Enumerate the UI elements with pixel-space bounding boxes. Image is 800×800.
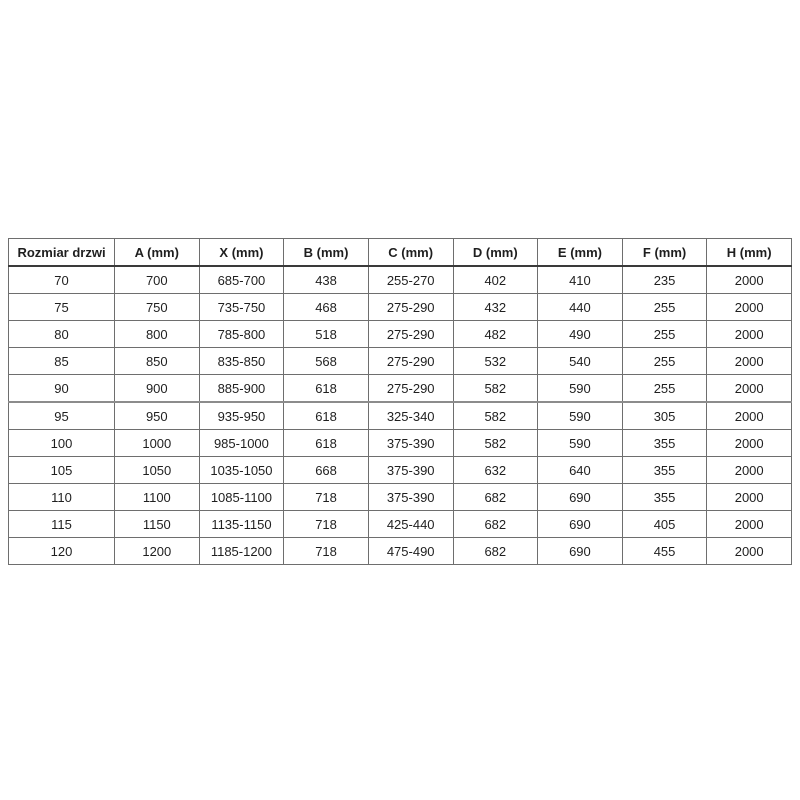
table-cell: 255 bbox=[622, 348, 707, 375]
table-cell: 70 bbox=[9, 266, 115, 294]
table-cell: 1135-1150 bbox=[199, 511, 284, 538]
table-cell: 2000 bbox=[707, 484, 792, 511]
table-cell: 950 bbox=[115, 402, 200, 430]
table-cell: 632 bbox=[453, 457, 538, 484]
table-cell: 640 bbox=[538, 457, 623, 484]
table-row bbox=[9, 266, 792, 294]
table-cell: 900 bbox=[115, 375, 200, 403]
table-cell: 582 bbox=[453, 375, 538, 403]
table-cell: 2000 bbox=[707, 266, 792, 294]
table-row bbox=[9, 294, 792, 321]
table-cell: 305 bbox=[622, 402, 707, 430]
table-cell: 100 bbox=[9, 430, 115, 457]
header-cell: E (mm) bbox=[538, 239, 623, 267]
table-cell: 355 bbox=[622, 457, 707, 484]
table-row bbox=[9, 375, 792, 403]
table-cell: 682 bbox=[453, 511, 538, 538]
table-cell: 590 bbox=[538, 375, 623, 403]
table-cell: 355 bbox=[622, 484, 707, 511]
table-cell: 438 bbox=[284, 266, 369, 294]
table-cell: 985-1000 bbox=[199, 430, 284, 457]
table-cell: 582 bbox=[453, 402, 538, 430]
table-cell: 255 bbox=[622, 375, 707, 403]
table-cell: 375-390 bbox=[368, 484, 453, 511]
table-cell: 718 bbox=[284, 484, 369, 511]
table-cell: 1000 bbox=[115, 430, 200, 457]
header-cell: X (mm) bbox=[199, 239, 284, 267]
table-cell: 682 bbox=[453, 538, 538, 565]
table-cell: 275-290 bbox=[368, 348, 453, 375]
table-cell: 690 bbox=[538, 484, 623, 511]
table-cell: 2000 bbox=[707, 511, 792, 538]
table-cell: 115 bbox=[9, 511, 115, 538]
table-row bbox=[9, 457, 792, 484]
header-cell: C (mm) bbox=[368, 239, 453, 267]
table-row bbox=[9, 321, 792, 348]
table-cell: 2000 bbox=[707, 294, 792, 321]
table-cell: 618 bbox=[284, 402, 369, 430]
header-cell: H (mm) bbox=[707, 239, 792, 267]
table-cell: 2000 bbox=[707, 375, 792, 403]
table-cell: 105 bbox=[9, 457, 115, 484]
table-cell: 2000 bbox=[707, 321, 792, 348]
table-cell: 482 bbox=[453, 321, 538, 348]
table-cell: 785-800 bbox=[199, 321, 284, 348]
table-cell: 668 bbox=[284, 457, 369, 484]
table-cell: 1085-1100 bbox=[199, 484, 284, 511]
header-cell: F (mm) bbox=[622, 239, 707, 267]
dimensions-table-container bbox=[8, 238, 792, 565]
table-cell: 2000 bbox=[707, 538, 792, 565]
table-cell: 95 bbox=[9, 402, 115, 430]
table-cell: 440 bbox=[538, 294, 623, 321]
table-row bbox=[9, 430, 792, 457]
table-cell: 582 bbox=[453, 430, 538, 457]
table-cell: 375-390 bbox=[368, 457, 453, 484]
table-cell: 275-290 bbox=[368, 294, 453, 321]
table-cell: 120 bbox=[9, 538, 115, 565]
header-cell: D (mm) bbox=[453, 239, 538, 267]
table-cell: 75 bbox=[9, 294, 115, 321]
table-cell: 1035-1050 bbox=[199, 457, 284, 484]
table-cell: 685-700 bbox=[199, 266, 284, 294]
table-cell: 255-270 bbox=[368, 266, 453, 294]
table-cell: 590 bbox=[538, 402, 623, 430]
table-cell: 835-850 bbox=[199, 348, 284, 375]
table-cell: 410 bbox=[538, 266, 623, 294]
table-cell: 885-900 bbox=[199, 375, 284, 403]
table-cell: 110 bbox=[9, 484, 115, 511]
table-cell: 355 bbox=[622, 430, 707, 457]
table-body bbox=[9, 266, 792, 565]
table-cell: 275-290 bbox=[368, 375, 453, 403]
table-row bbox=[9, 348, 792, 375]
header-row bbox=[9, 239, 792, 267]
table-cell: 475-490 bbox=[368, 538, 453, 565]
door-dimensions-table bbox=[8, 238, 792, 565]
table-cell: 375-390 bbox=[368, 430, 453, 457]
header-cell: A (mm) bbox=[115, 239, 200, 267]
table-row bbox=[9, 538, 792, 565]
table-cell: 255 bbox=[622, 321, 707, 348]
table-cell: 1185-1200 bbox=[199, 538, 284, 565]
table-cell: 90 bbox=[9, 375, 115, 403]
table-header bbox=[9, 239, 792, 267]
table-cell: 718 bbox=[284, 538, 369, 565]
table-cell: 532 bbox=[453, 348, 538, 375]
table-cell: 405 bbox=[622, 511, 707, 538]
table-cell: 325-340 bbox=[368, 402, 453, 430]
table-cell: 490 bbox=[538, 321, 623, 348]
table-cell: 540 bbox=[538, 348, 623, 375]
table-cell: 1100 bbox=[115, 484, 200, 511]
table-cell: 85 bbox=[9, 348, 115, 375]
table-cell: 468 bbox=[284, 294, 369, 321]
table-cell: 690 bbox=[538, 538, 623, 565]
table-cell: 935-950 bbox=[199, 402, 284, 430]
table-cell: 455 bbox=[622, 538, 707, 565]
table-row bbox=[9, 511, 792, 538]
table-cell: 735-750 bbox=[199, 294, 284, 321]
table-cell: 800 bbox=[115, 321, 200, 348]
table-cell: 2000 bbox=[707, 348, 792, 375]
table-cell: 1050 bbox=[115, 457, 200, 484]
header-cell: B (mm) bbox=[284, 239, 369, 267]
table-cell: 850 bbox=[115, 348, 200, 375]
table-cell: 1150 bbox=[115, 511, 200, 538]
table-cell: 682 bbox=[453, 484, 538, 511]
table-cell: 235 bbox=[622, 266, 707, 294]
table-cell: 2000 bbox=[707, 430, 792, 457]
table-cell: 618 bbox=[284, 375, 369, 403]
table-cell: 2000 bbox=[707, 457, 792, 484]
header-cell: Rozmiar drzwi bbox=[9, 239, 115, 267]
table-cell: 750 bbox=[115, 294, 200, 321]
table-row bbox=[9, 484, 792, 511]
table-row bbox=[9, 402, 792, 430]
table-cell: 690 bbox=[538, 511, 623, 538]
table-cell: 275-290 bbox=[368, 321, 453, 348]
table-cell: 432 bbox=[453, 294, 538, 321]
table-cell: 402 bbox=[453, 266, 538, 294]
table-cell: 518 bbox=[284, 321, 369, 348]
table-cell: 255 bbox=[622, 294, 707, 321]
table-cell: 2000 bbox=[707, 402, 792, 430]
table-cell: 1200 bbox=[115, 538, 200, 565]
table-cell: 618 bbox=[284, 430, 369, 457]
table-cell: 700 bbox=[115, 266, 200, 294]
table-cell: 568 bbox=[284, 348, 369, 375]
table-cell: 718 bbox=[284, 511, 369, 538]
table-cell: 80 bbox=[9, 321, 115, 348]
table-cell: 425-440 bbox=[368, 511, 453, 538]
table-cell: 590 bbox=[538, 430, 623, 457]
